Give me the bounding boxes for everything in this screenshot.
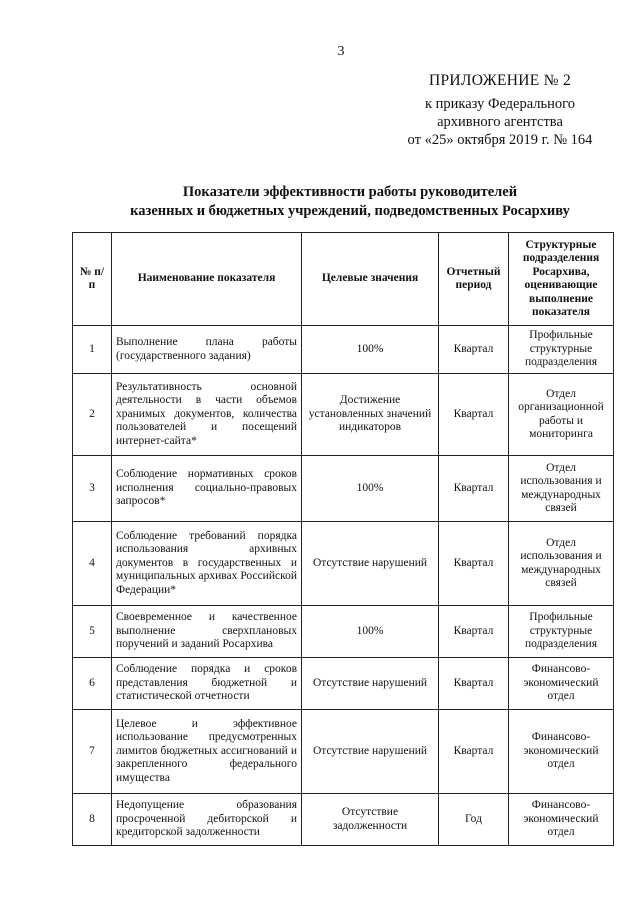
document-title	[90, 183, 610, 221]
indicators-table	[72, 232, 614, 846]
row-num: 2	[73, 374, 112, 456]
row-target: 100%	[302, 326, 439, 374]
row-target: Отсутствие задолженности	[302, 794, 439, 846]
row-num: 4	[73, 522, 112, 606]
row-unit: Отдел использования и международных связей	[509, 522, 614, 606]
appendix-order-line3: от «25» октября 2019 г. № 164	[407, 132, 593, 148]
appendix-header	[380, 72, 620, 149]
row-unit: Отдел использования и международных связей	[509, 456, 614, 522]
row-name: Своевременное и качественное выполнение сверхплановых поручений и заданий Росархива	[112, 606, 302, 658]
row-unit: Профильные структурные подразделения	[509, 606, 614, 658]
row-target: Достижение установленных значений индикаторов	[302, 374, 439, 456]
row-name: Недопущение образования просроченной дебиторской и кредиторской задолженности	[112, 794, 302, 846]
row-name: Целевое и эффективное использование предусмотренных лимитов бюджетных ассигнований и закрепленного федерального имущества	[112, 710, 302, 794]
header-name: Наименование показателя	[112, 233, 302, 326]
header-unit: Структурные подразделения Росархива, оценивающие выполнение показателя	[509, 233, 614, 326]
table-row	[73, 710, 614, 794]
row-unit: Профильные структурные подразделения	[509, 326, 614, 374]
row-target: Отсутствие нарушений	[302, 710, 439, 794]
row-num: 7	[73, 710, 112, 794]
row-period: Квартал	[439, 374, 509, 456]
row-num: 1	[73, 326, 112, 374]
table-row	[73, 658, 614, 710]
table-header-row	[73, 233, 614, 326]
document-title-line2: казенных и бюджетных учреждений, подведомственных Росархиву	[130, 203, 570, 219]
row-name: Соблюдение порядка и сроков представления бюджетной и статистической отчетности	[112, 658, 302, 710]
appendix-title: ПРИЛОЖЕНИЕ № 2	[428, 72, 572, 89]
row-name: Выполнение плана работы (государственного задания)	[112, 326, 302, 374]
row-unit: Финансово-экономический отдел	[509, 658, 614, 710]
table-row	[73, 456, 614, 522]
row-period: Квартал	[439, 456, 509, 522]
row-period: Квартал	[439, 606, 509, 658]
row-num: 5	[73, 606, 112, 658]
table-row	[73, 326, 614, 374]
row-period: Квартал	[439, 326, 509, 374]
row-name: Соблюдение требований порядка использования архивных документов в государственных и муниципальных архивах Российской Федерации*	[112, 522, 302, 606]
document-title-line1: Показатели эффективности работы руководителей	[182, 184, 518, 200]
row-target: 100%	[302, 606, 439, 658]
header-target: Целевые значения	[302, 233, 439, 326]
row-period: Год	[439, 794, 509, 846]
row-period: Квартал	[439, 522, 509, 606]
row-num: 6	[73, 658, 112, 710]
page-number: 3	[337, 44, 345, 59]
table-row	[73, 606, 614, 658]
row-period: Квартал	[439, 658, 509, 710]
table-row	[73, 374, 614, 456]
row-unit: Финансово-экономический отдел	[509, 794, 614, 846]
appendix-order-line2: архивного агентства	[437, 114, 563, 130]
header-period: Отчетный период	[439, 233, 509, 326]
row-target: 100%	[302, 456, 439, 522]
row-name: Соблюдение нормативных сроков исполнения социально-правовых запросов*	[112, 456, 302, 522]
table-row	[73, 522, 614, 606]
header-num: № п/п	[73, 233, 112, 326]
row-target: Отсутствие нарушений	[302, 522, 439, 606]
row-period: Квартал	[439, 710, 509, 794]
row-unit: Отдел организационной работы и мониторинга	[509, 374, 614, 456]
row-target: Отсутствие нарушений	[302, 658, 439, 710]
row-name: Результативность основной деятельности в части объемов хранимых документов, количества пользователей и посещений интернет-сайта*	[112, 374, 302, 456]
table-row	[73, 794, 614, 846]
appendix-order-line1: к приказу Федерального	[424, 96, 576, 112]
row-num: 8	[73, 794, 112, 846]
row-num: 3	[73, 456, 112, 522]
row-unit: Финансово-экономический отдел	[509, 710, 614, 794]
